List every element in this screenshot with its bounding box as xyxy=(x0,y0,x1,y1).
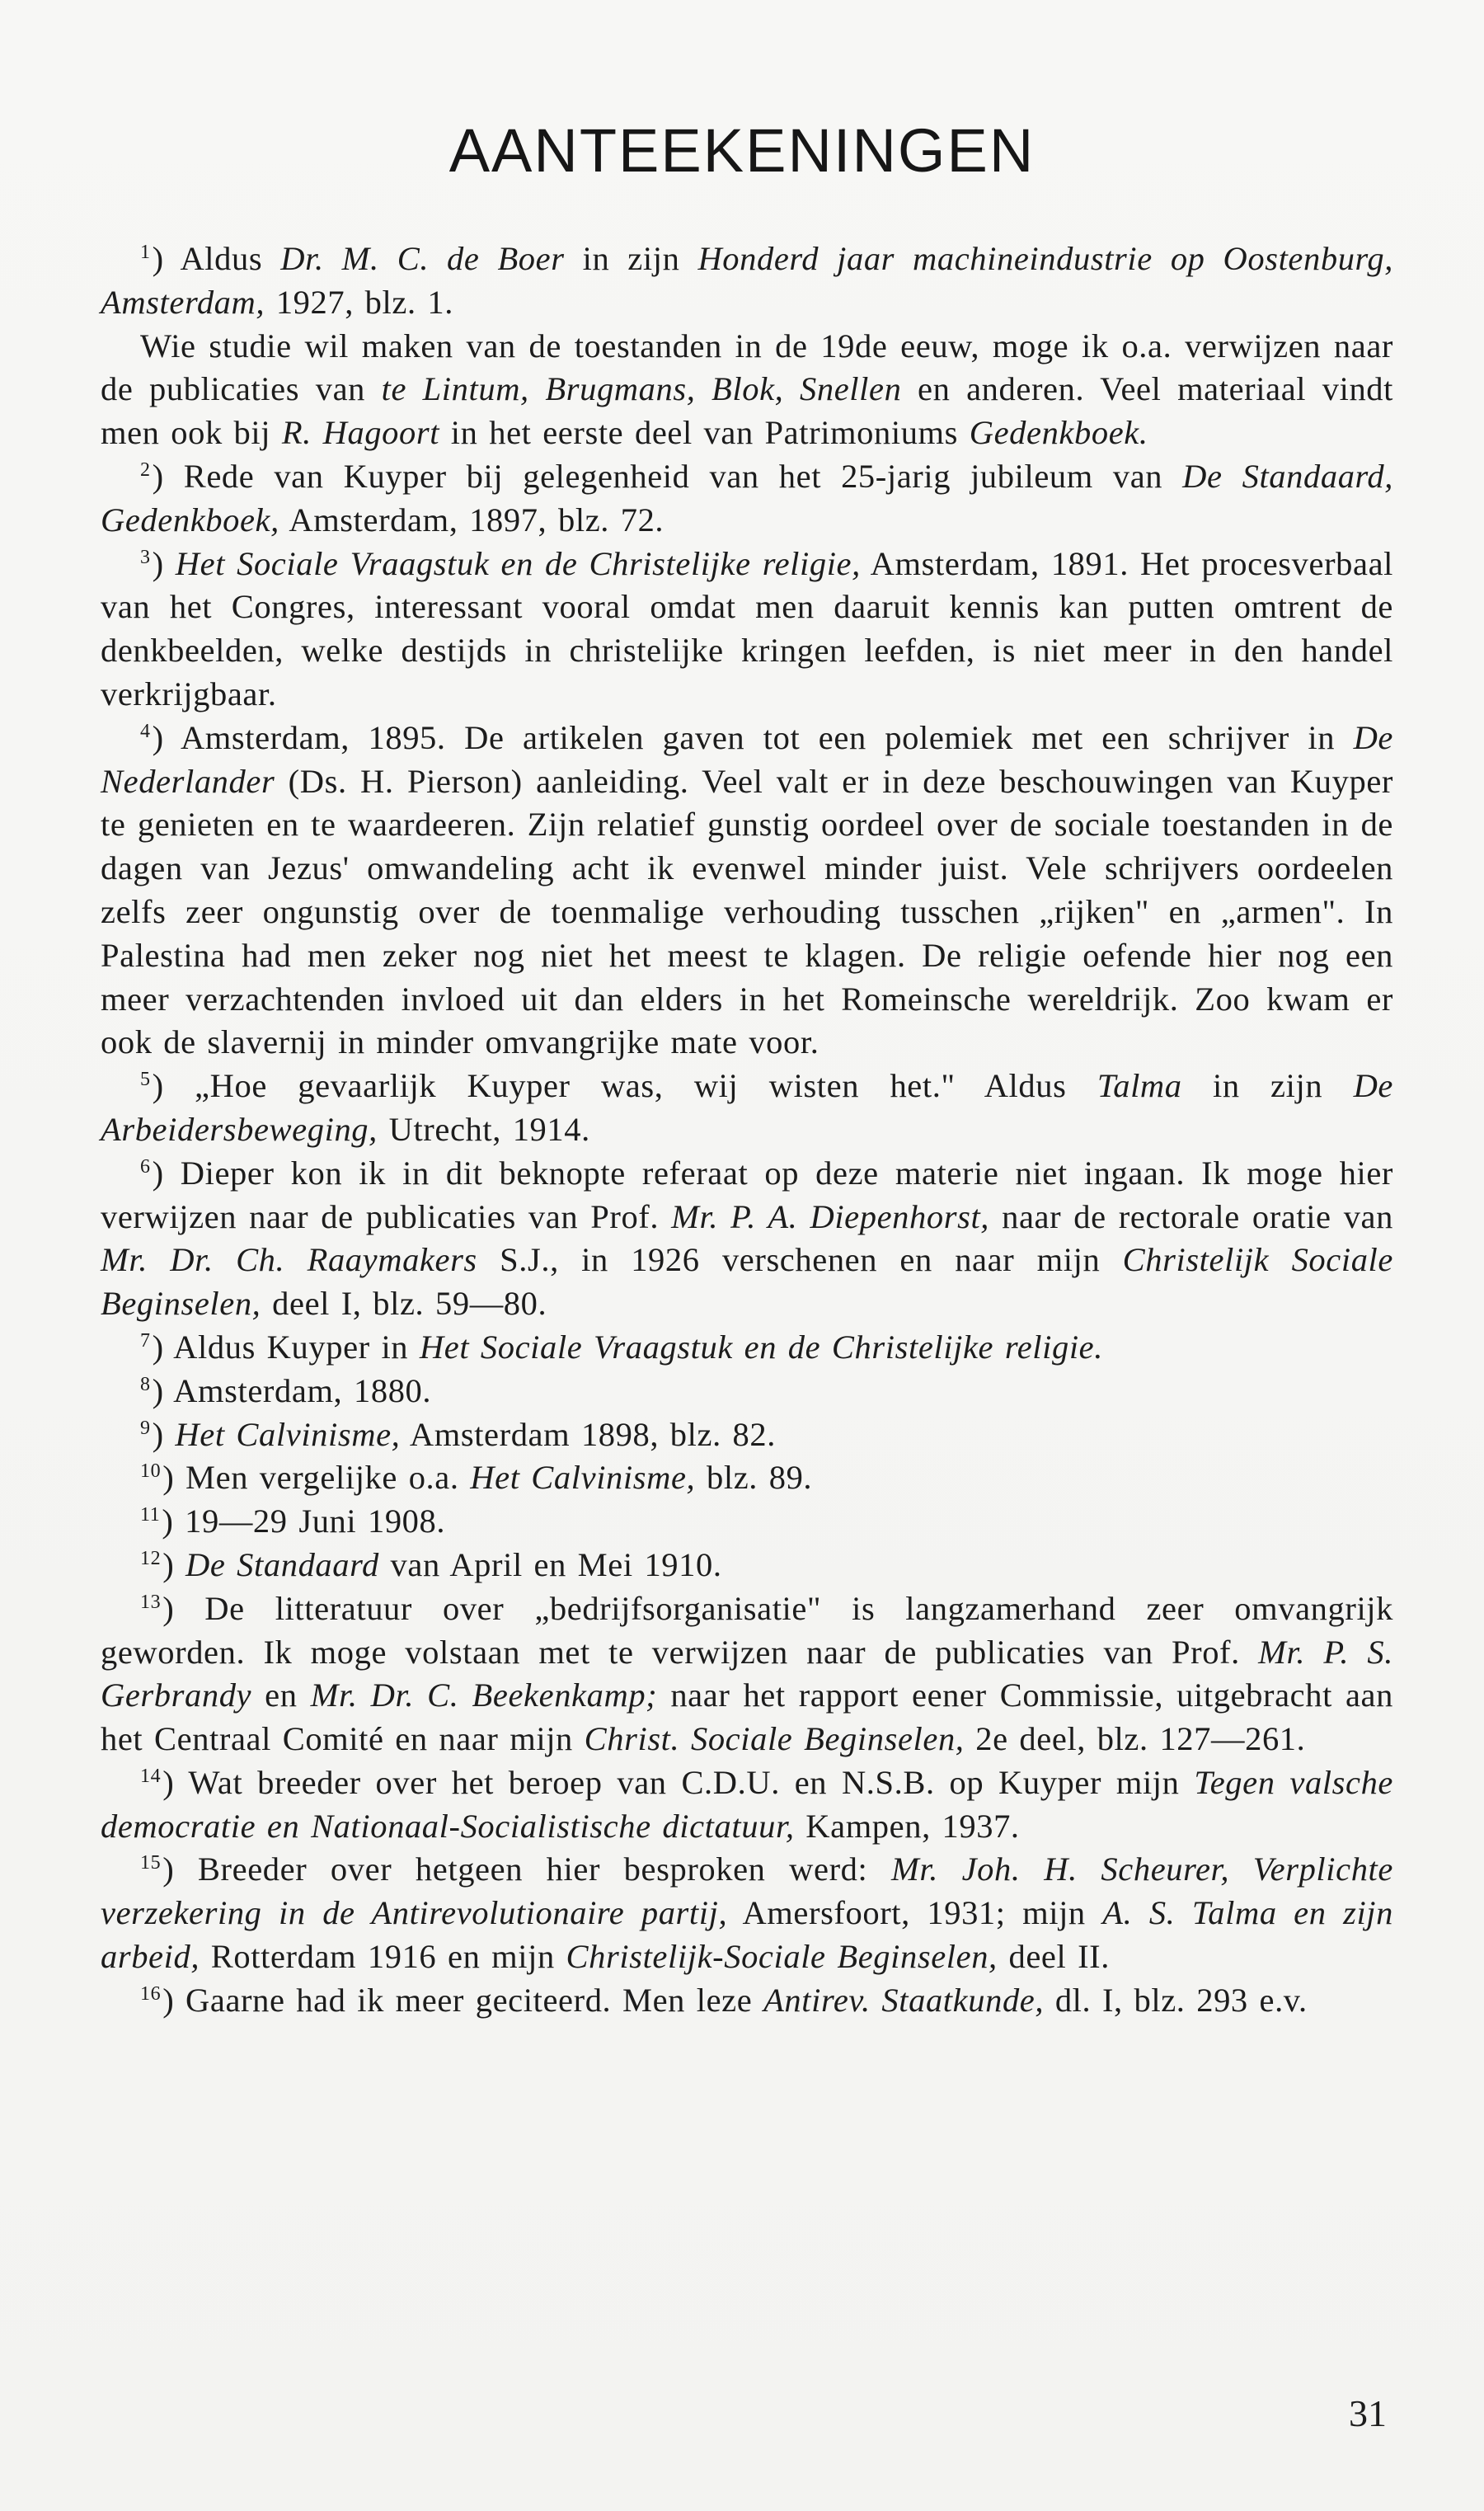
footnote-text: naar de rectorale oratie van xyxy=(989,1197,1393,1235)
footnote-text: ) 19—29 Juni 1908. xyxy=(162,1502,446,1540)
footnote-title-text: Mr. P. A. Diepenhorst, xyxy=(671,1197,990,1235)
footnote-number: 4 xyxy=(140,720,151,742)
footnote xyxy=(101,1979,1393,2023)
footnote-text: ) Amsterdam, 1880. xyxy=(152,1371,432,1409)
footnote-text: ) De litteratuur over „bedrijfsorganisatie" is langzamerhand zeer omvangrijk geworden. Ik moge volstaan met te verwijzen naar de publicaties van Prof. xyxy=(101,1589,1393,1671)
footnote-title-text: Gedenkboek. xyxy=(969,414,1148,452)
footnote-number: 11 xyxy=(140,1504,161,1526)
footnote-text: ) Aldus xyxy=(152,240,281,277)
footnote-title-text: Het Calvinisme, xyxy=(175,1415,401,1453)
footnote-text: ) Men vergelijke o.a. xyxy=(162,1459,471,1497)
footnote-text: naar het rapport eener Commissie, uitgebracht aan het Centraal Comité en naar mijn xyxy=(101,1676,1393,1758)
footnote xyxy=(101,1326,1393,1370)
footnote xyxy=(101,455,1393,543)
footnote xyxy=(101,1370,1393,1413)
footnote-text: ) xyxy=(162,1545,186,1583)
footnote-title-text: Mr. Dr. Ch. Raaymakers xyxy=(101,1241,477,1279)
notes-list xyxy=(101,237,1393,2023)
footnote-number: 8 xyxy=(140,1373,151,1395)
footnote-number: 12 xyxy=(140,1547,162,1569)
footnote-text: in het eerste deel van Patrimoniums xyxy=(439,414,970,452)
footnote-text: ) Aldus Kuyper in xyxy=(152,1328,420,1366)
footnote-text: Utrecht, 1914. xyxy=(377,1110,590,1148)
page-title: AANTEEKENINGEN xyxy=(448,116,1036,185)
footnote-text: Amsterdam, 1891. Het procesverbaal van het Congres, interessant vooral omdat men daaruit kennis kan putten omtrent de denkbeelden, welke destijds in christelijke kringen leefden, is niet meer in den handel verkrijgbaar. xyxy=(101,544,1394,712)
footnote-number: 3 xyxy=(140,546,151,568)
footnote-title-text: Talma xyxy=(1097,1067,1182,1105)
footnote-text: Rotterdam 1916 en mijn xyxy=(200,1938,566,1976)
footnote-title-text: Tegen valsche democratie en Nationaal-Socialistische dictatuur, xyxy=(101,1763,1394,1845)
footnote-text: in zijn xyxy=(1181,1067,1354,1105)
footnote-text: en anderen. Veel materiaal vindt men ook bij xyxy=(101,370,1393,452)
footnote-text: S.J., in 1926 verschenen en naar mijn xyxy=(477,1241,1123,1279)
footnote-number: 9 xyxy=(140,1417,151,1439)
footnote-text: Amersfoort, 1931; mijn xyxy=(727,1894,1103,1932)
footnote-number: 10 xyxy=(140,1460,162,1483)
footnote-number: 1 xyxy=(140,242,151,263)
footnote-text: ) Breeder over hetgeen hier besproken werd: xyxy=(162,1850,892,1888)
footnote-title-text: A. S. Talma en zijn arbeid, xyxy=(101,1894,1394,1976)
footnote-number: 15 xyxy=(140,1852,162,1874)
footnote-text: ) Gaarne had ik meer geciteerd. Men leze xyxy=(162,1981,764,2019)
footnote-number: 7 xyxy=(140,1329,151,1352)
footnote xyxy=(101,1761,1393,1849)
footnote-text: 1927, blz. 1. xyxy=(265,283,453,321)
footnote-number: 5 xyxy=(140,1069,151,1091)
footnote-text: Amsterdam 1898, blz. 82. xyxy=(400,1415,776,1453)
footnote-text: ) „Hoe gevaarlijk Kuyper was, wij wisten het." Aldus xyxy=(152,1067,1097,1105)
footnote-text: Kampen, 1937. xyxy=(794,1807,1020,1845)
footnote-text: ) xyxy=(152,544,176,582)
footnote-title-text: Mr. P. S. Gerbrandy xyxy=(101,1633,1393,1714)
footnote xyxy=(101,1456,1393,1500)
footnote-text: 2e deel, blz. 127—261. xyxy=(964,1720,1306,1758)
footnote xyxy=(101,1544,1393,1587)
footnote xyxy=(101,1500,1393,1544)
footnote-title-text: Christelijk-Sociale Beginselen, xyxy=(566,1938,998,1976)
footnote-title-text: Antirev. Staatkunde, xyxy=(763,1981,1045,2019)
footnote-text: ) Wat breeder over het beroep van C.D.U. en N.S.B. op Kuyper mijn xyxy=(162,1763,1195,1801)
footnote-text: van April en Mei 1910. xyxy=(378,1545,722,1583)
footnote-title-text: De Standaard xyxy=(186,1545,379,1583)
footnote-title-text: De Standaard, Gedenkboek, xyxy=(101,457,1393,538)
footnote-number: 13 xyxy=(140,1591,162,1613)
footnote-text: (Ds. H. Pierson) aanleiding. Veel valt er in deze beschouwingen van Kuyper te genieten en te waardeeren. Zijn relatief gunstig oordeel over de sociale toestanden in de dagen van Jezus' omwandeling acht ik evenwel minder juist. Vele schrijvers oordeelen zelfs zeer ongunstig over de toenmalige verhouding tusschen „rijken" en „armen". In Palestina had men zeker nog niet het meest te klagen. De religie oefende hier nog een meer verzachtenden invloed uit dan elders in het Romeinsche wereldrijk. Zoo kwam er ook de slavernij in minder omvangrijke mate voor. xyxy=(101,762,1393,1061)
footnote-title-text: Christelijk Sociale Beginselen, xyxy=(101,1241,1393,1323)
footnote-title-text: Christ. Sociale Beginselen, xyxy=(584,1720,965,1758)
footnote-title-text: Honderd jaar machineindustrie op Oostenburg, Amsterdam, xyxy=(101,240,1393,321)
footnote-text: deel I, blz. 59—80. xyxy=(261,1285,547,1323)
footnote xyxy=(101,325,1393,455)
page-number: 31 xyxy=(1349,2392,1387,2434)
footnote-title-text: De Nederlander xyxy=(101,718,1393,800)
footnote-text: en xyxy=(251,1676,311,1714)
footnote-title-text: Het Sociale Vraagstuk en de Christelijke religie. xyxy=(419,1328,1103,1366)
footnote-text: ) Rede van Kuyper bij gelegenheid van het 25-jarig jubileum van xyxy=(152,457,1183,495)
footnote-text: ) xyxy=(152,1415,176,1453)
footnote-title-text: De Arbeidersbeweging, xyxy=(101,1067,1393,1148)
footnote-title-text: Het Calvinisme, xyxy=(470,1459,696,1497)
footnote-title-text: Dr. M. C. de Boer xyxy=(280,240,565,277)
footnote-text: in zijn xyxy=(564,240,698,277)
footnote-text: ) Amsterdam, 1895. De artikelen gaven tot een polemiek met een schrijver in xyxy=(152,718,1354,756)
footnote xyxy=(101,1848,1393,1978)
footnote-title-text: R. Hagoort xyxy=(281,414,440,452)
footnote-text: Amsterdam, 1897, blz. 72. xyxy=(279,501,665,538)
footnote xyxy=(101,543,1393,717)
footnote xyxy=(101,717,1393,1065)
footnote-text: ) Dieper kon ik in dit beknopte referaat op deze materie niet ingaan. Ik moge hier verwijzen naar de publicaties van Prof. xyxy=(101,1154,1393,1235)
footnote-number: 6 xyxy=(140,1155,151,1178)
footnote-number: 2 xyxy=(140,458,151,481)
footnote-text: blz. 89. xyxy=(695,1459,813,1497)
footnote xyxy=(101,1587,1393,1761)
footnote-title-text: Mr. Dr. C. Beekenkamp; xyxy=(310,1676,658,1714)
footnote-text: deel II. xyxy=(997,1938,1110,1976)
footnote-number: 14 xyxy=(140,1765,162,1787)
footnote xyxy=(101,237,1393,325)
footnote xyxy=(101,1413,1393,1457)
footnote-title-text: Mr. Joh. H. Scheurer, Verplichte verzekering in de Antirevolutionaire partij, xyxy=(101,1850,1393,1932)
footnote-number: 16 xyxy=(140,1982,162,2005)
footnote xyxy=(101,1065,1393,1152)
footnote xyxy=(101,1152,1393,1326)
footnote-text: dl. I, blz. 293 e.v. xyxy=(1044,1981,1308,2019)
footnote-title-text: te Lintum, Brugmans, Blok, Snellen xyxy=(381,370,902,408)
footnote-text: Wie studie wil maken van de toestanden in de 19de eeuw, moge ik o.a. verwijzen naar de publicaties van xyxy=(101,327,1393,408)
footnote-title-text: Het Sociale Vraagstuk en de Christelijke religie, xyxy=(175,544,861,582)
